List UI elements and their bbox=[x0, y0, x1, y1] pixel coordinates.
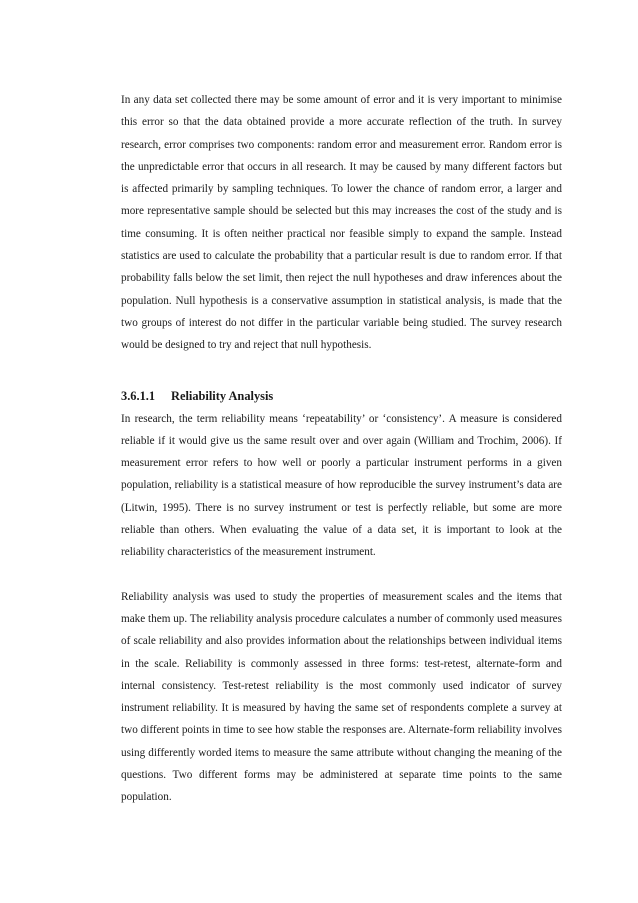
section-number: 3.6.1.1 bbox=[121, 388, 156, 403]
section-title: Reliability Analysis bbox=[171, 388, 274, 403]
section-heading bbox=[121, 385, 562, 407]
document-page bbox=[121, 89, 562, 809]
intro-paragraph: In any data set collected there may be some amount of error and it is very important to minimise this error so that the data obtained provide a more accurate reflection of the truth. In survey research, error comprises two components: random error and measurement error. Random error is the unpredictable error that occurs in all research. It may be caused by many different factors but is affected primarily by sampling techniques. To lower the chance of random error, a larger and more representative sample should be selected but this may increases the cost of the study and is time consuming. It is often neither practical nor feasible simply to expand the sample. Instead statistics are used to calculate the probability that a particular result is due to random error. If that probability falls below the set limit, then reject the null hypotheses and draw inferences about the population. Null hypothesis is a conservative assumption in statistical analysis, is made that the two groups of interest do not differ in the particular variable being studied. The survey research would be designed to try and reject that null hypothesis. bbox=[121, 94, 562, 352]
reliability-paragraph-2: Reliability analysis was used to study the properties of measurement scales and the items that make them up. The reliability analysis procedure calculates a number of commonly used measures of scale reliability and also provides information about the relationships between individual items in the scale. Reliability is commonly assessed in three forms: test-retest, alternate-form and internal consistency. Test-retest reliability is the most commonly used indicator of survey instrument reliability. It is measured by having the same set of respondents complete a survey at two different points in time to see how stable the responses are. Alternate-form reliability involves using differently worded items to measure the same attribute without changing the meaning of the questions. Two different forms may be administered at separate time points to the same population. bbox=[121, 590, 562, 804]
reliability-paragraph-1: In research, the term reliability means ‘repeatability’ or ‘consistency’. A measure is considered reliable if it would give us the same result over and over again (William and Trochim, 2006). If measurement error refers to how well or poorly a particular instrument performs in a given population, reliability is a statistical measure of how reproducible the survey instrument’s data are (Litwin, 1995). There is no survey instrument or test is perfectly reliable, but some are more reliable than others. When evaluating the value of a data set, it is important to look at the reliability characteristics of the measurement instrument. bbox=[121, 412, 562, 559]
